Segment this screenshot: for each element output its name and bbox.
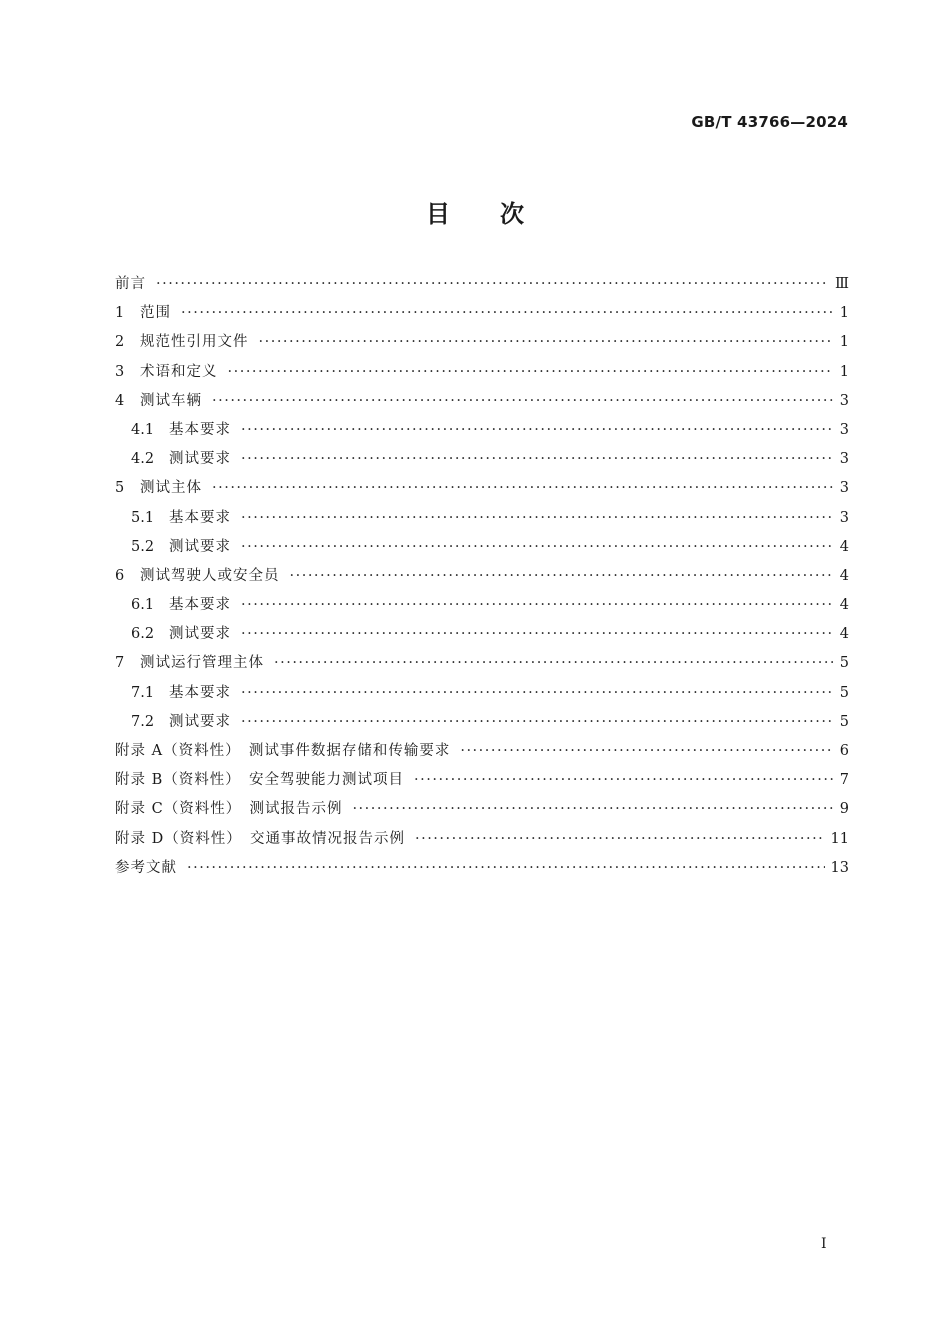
toc-leader <box>181 299 833 328</box>
toc-entry-page: 4 <box>839 567 849 584</box>
toc-entry-label: 测试主体 <box>140 480 202 497</box>
toc-entry-page: 1 <box>839 334 849 351</box>
toc-entry-page: 4 <box>839 538 849 555</box>
toc-leader <box>274 649 833 678</box>
table-of-contents <box>115 270 849 883</box>
toc-entry-number: 6 <box>115 567 125 584</box>
toc-leader <box>241 533 833 562</box>
toc-entry-number: 4 <box>115 392 125 409</box>
toc-entry-page: Ⅲ <box>835 276 849 292</box>
toc-entry[interactable] <box>115 649 849 678</box>
toc-leader <box>241 416 833 445</box>
toc-subentry[interactable] <box>115 504 849 533</box>
toc-entry-label: 范围 <box>140 305 171 322</box>
toc-leader <box>352 795 833 824</box>
toc-entry-page: 1 <box>839 363 849 380</box>
toc-entry-number: 5.2 <box>131 538 155 555</box>
toc-subentry[interactable] <box>115 591 849 620</box>
toc-subentry[interactable] <box>115 416 849 445</box>
page-title: 目次 <box>426 200 574 228</box>
toc-entry-number: 7.2 <box>131 713 155 730</box>
toc-entry-page: 11 <box>830 830 849 847</box>
page-number: Ⅰ <box>821 1236 827 1252</box>
toc-entry-label: 规范性引用文件 <box>140 334 249 351</box>
toc-entry-page: 3 <box>839 421 849 438</box>
toc-leader <box>156 270 829 299</box>
toc-subentry[interactable] <box>115 708 849 737</box>
toc-subentry[interactable] <box>115 533 849 562</box>
toc-entry-label: 测试要求 <box>169 538 231 555</box>
toc-entry-label: 测试运行管理主体 <box>140 655 264 672</box>
toc-entry-label: 基本要求 <box>169 684 231 701</box>
toc-entry-number: 6.1 <box>131 597 155 614</box>
toc-leader <box>241 708 833 737</box>
toc-entry-appendix[interactable] <box>115 825 849 854</box>
toc-entry[interactable] <box>115 358 849 387</box>
toc-entry[interactable] <box>115 562 849 591</box>
toc-leader <box>290 562 834 591</box>
toc-entry-number: 3 <box>115 363 125 380</box>
toc-entry-page: 13 <box>830 859 849 876</box>
toc-entry-label: 术语和定义 <box>140 363 218 380</box>
toc-entry-page: 3 <box>839 451 849 468</box>
toc-entry-page: 1 <box>839 305 849 322</box>
toc-entry-label: 测试要求 <box>169 451 231 468</box>
toc-entry-label: 前言 <box>115 276 146 292</box>
toc-entry-label: 附录 C（资料性） 测试报告示例 <box>115 801 343 818</box>
toc-entry-label: 测试车辆 <box>140 392 202 409</box>
toc-entry-page: 4 <box>839 626 849 643</box>
toc-entry-number: 1 <box>115 305 125 322</box>
toc-entry[interactable] <box>115 328 849 357</box>
toc-leader <box>228 358 834 387</box>
toc-entry-number: 2 <box>115 334 125 351</box>
toc-subentry[interactable] <box>115 679 849 708</box>
toc-leader <box>212 387 833 416</box>
toc-entry[interactable] <box>115 854 849 883</box>
toc-leader <box>414 766 833 795</box>
toc-entry-appendix[interactable] <box>115 795 849 824</box>
toc-entry-number: 7.1 <box>131 684 155 701</box>
standard-code: GB/T 43766—2024 <box>691 113 848 131</box>
toc-leader <box>212 474 833 503</box>
toc-entry-label: 附录 D（资料性） 交通事故情况报告示例 <box>115 830 405 847</box>
toc-subentry[interactable] <box>115 445 849 474</box>
toc-entry-page: 5 <box>839 655 849 672</box>
toc-entry-page: 6 <box>839 743 849 759</box>
toc-entry-number: 5 <box>115 480 125 497</box>
toc-entry-label: 附录 A（资料性） 测试事件数据存储和传输要求 <box>115 743 451 759</box>
toc-leader <box>241 504 833 533</box>
toc-entry-number: 6.2 <box>131 626 155 643</box>
toc-entry-label: 测试驾驶人或安全员 <box>140 567 280 584</box>
toc-entry[interactable] <box>115 474 849 503</box>
toc-entry-number: 5.1 <box>131 509 155 526</box>
toc-entry-label: 测试要求 <box>169 713 231 730</box>
toc-entry-page: 3 <box>839 392 849 409</box>
toc-entry[interactable] <box>115 299 849 328</box>
toc-entry-label: 测试要求 <box>169 626 231 643</box>
toc-entry-label: 基本要求 <box>169 597 231 614</box>
toc-entry-appendix[interactable] <box>115 737 849 766</box>
toc-entry-page: 5 <box>839 713 849 730</box>
toc-entry-page: 5 <box>839 684 849 701</box>
toc-entry-label: 基本要求 <box>169 509 231 526</box>
toc-entry-appendix[interactable] <box>115 766 849 795</box>
toc-entry-label: 基本要求 <box>169 421 231 438</box>
toc-entry[interactable] <box>115 387 849 416</box>
toc-entry-page: 4 <box>839 597 849 614</box>
toc-entry-label: 附录 B（资料性） 安全驾驶能力测试项目 <box>115 772 405 789</box>
toc-entry-page: 3 <box>839 509 849 526</box>
toc-leader <box>241 591 833 620</box>
toc-leader <box>241 445 833 474</box>
toc-leader <box>415 825 825 854</box>
toc-entry-number: 4.1 <box>131 421 155 438</box>
toc-entry-page: 3 <box>839 480 849 497</box>
toc-entry-number: 7 <box>115 655 125 672</box>
toc-subentry[interactable] <box>115 620 849 649</box>
toc-leader <box>241 679 833 708</box>
toc-entry-number: 4.2 <box>131 451 155 468</box>
toc-entry[interactable] <box>115 270 849 299</box>
toc-entry-page: 7 <box>839 772 849 789</box>
toc-leader <box>241 620 833 649</box>
toc-leader <box>187 854 825 883</box>
toc-entry-label: 参考文献 <box>115 859 177 876</box>
toc-entry-page: 9 <box>839 801 849 818</box>
toc-leader <box>259 328 834 357</box>
toc-leader <box>460 737 833 766</box>
